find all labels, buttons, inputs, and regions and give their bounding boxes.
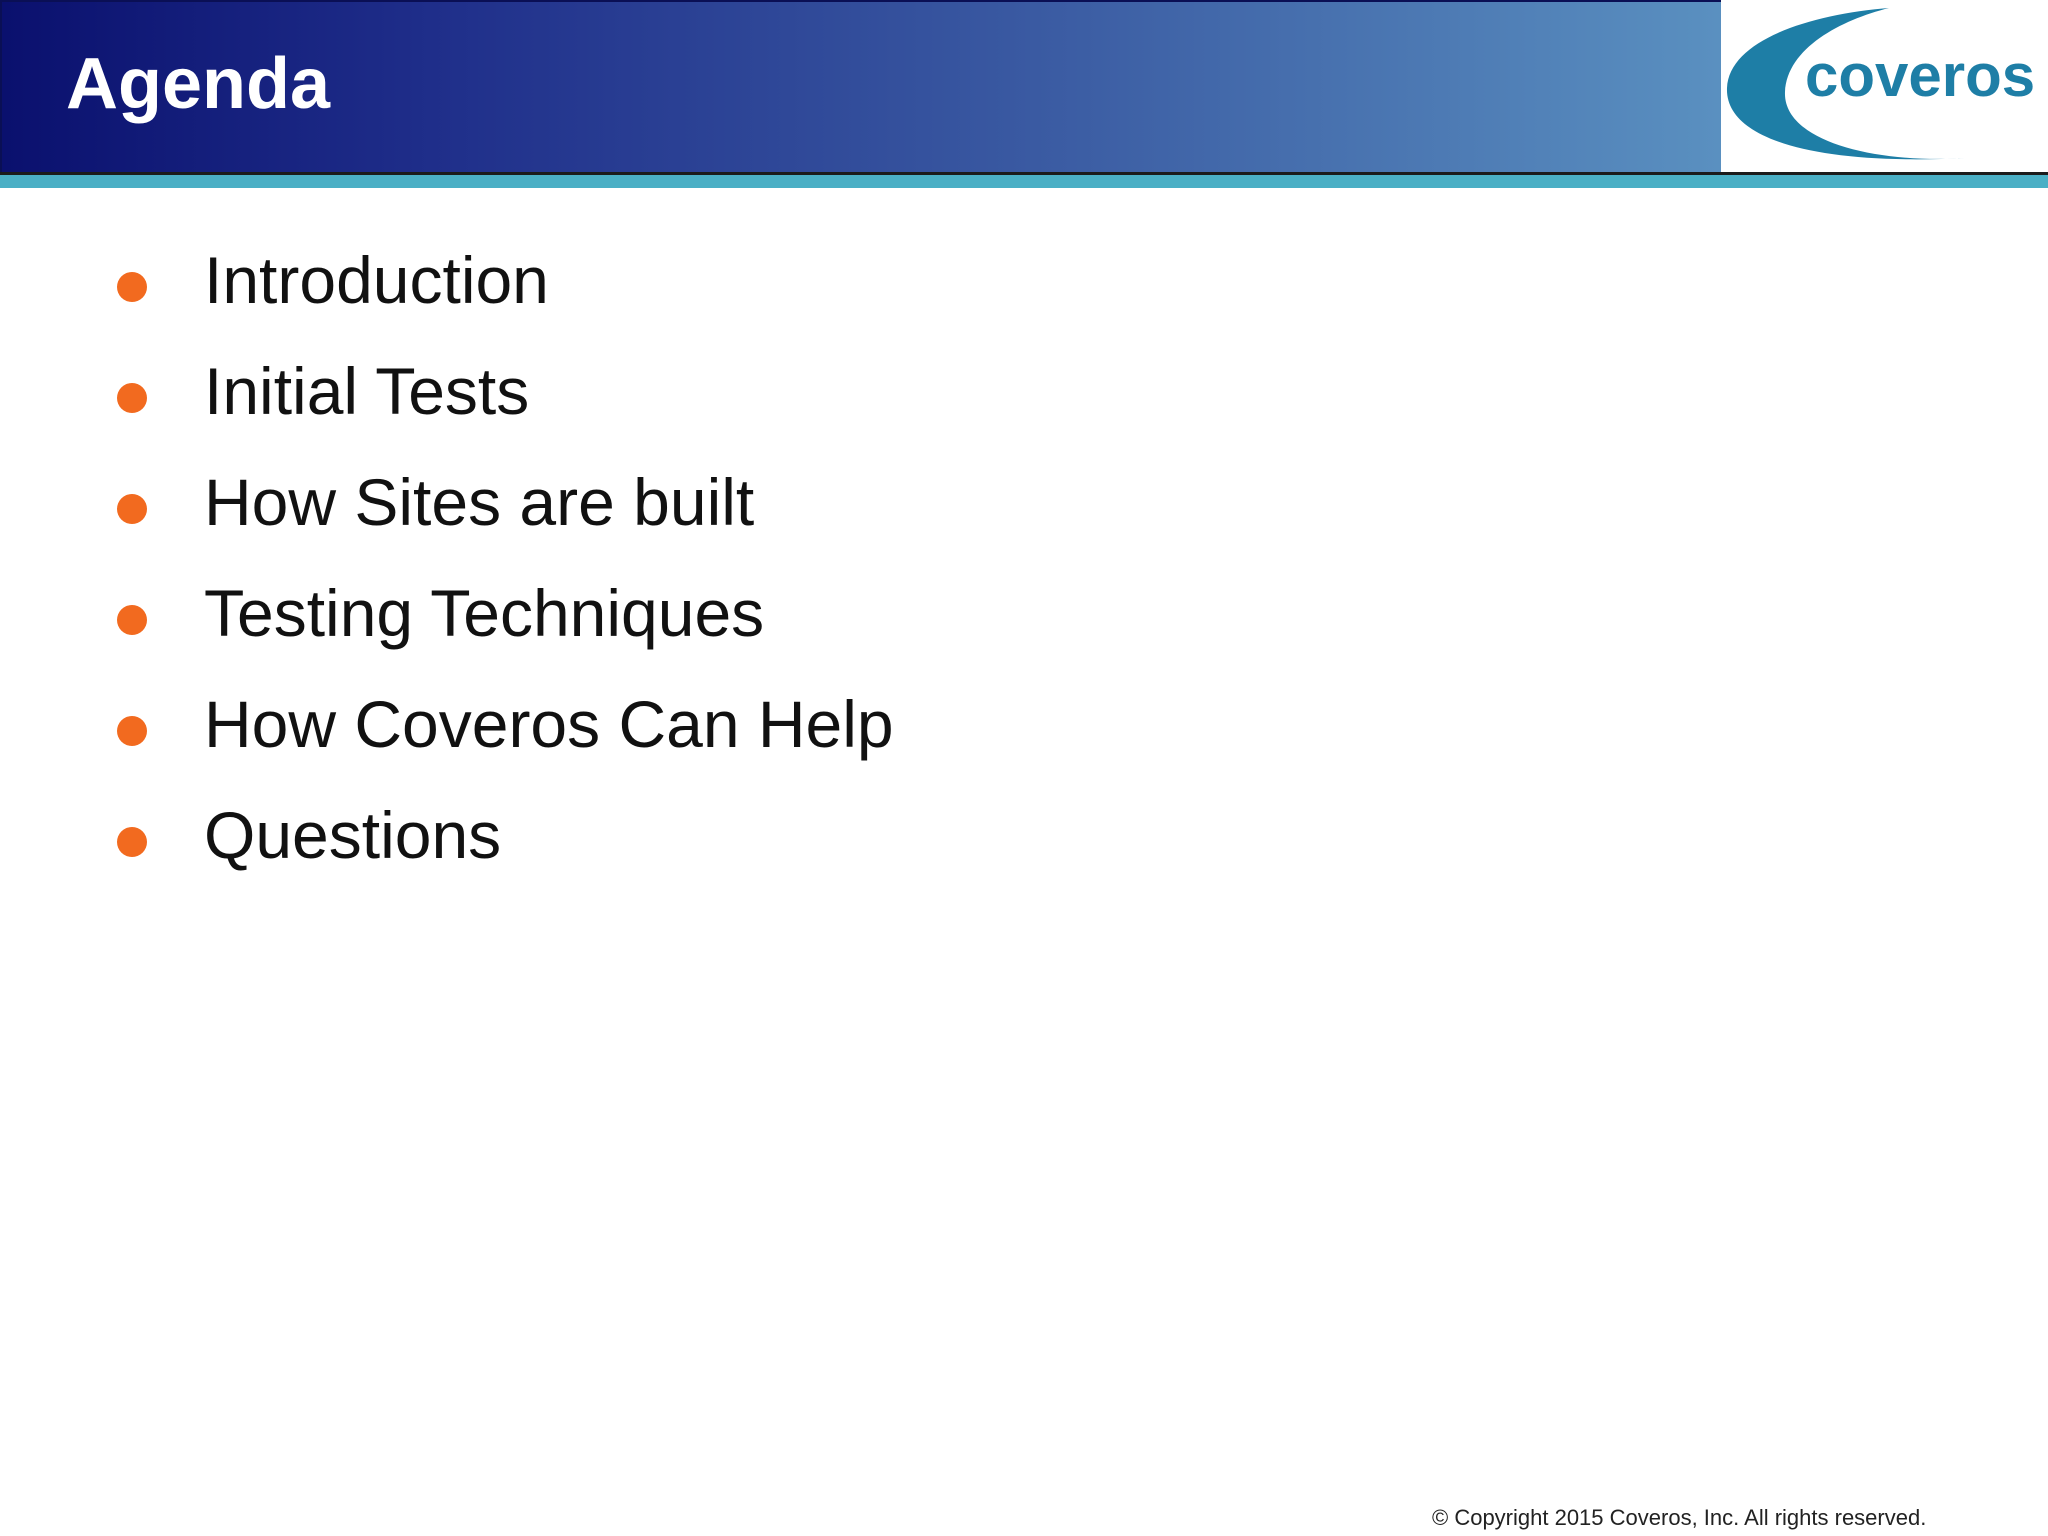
agenda-item-label: Questions bbox=[204, 798, 502, 872]
logo-wordmark: coveros bbox=[1805, 42, 2036, 109]
agenda-item-label: Initial Tests bbox=[204, 354, 530, 428]
agenda-item-label: Testing Techniques bbox=[204, 576, 765, 650]
copyright-footer: © Copyright 2015 Coveros, Inc. All rights reserved. bbox=[1432, 1505, 1927, 1530]
bullet-dot-icon bbox=[117, 272, 147, 302]
bullet-dot-icon bbox=[117, 494, 147, 524]
bullet-dot-icon bbox=[117, 827, 147, 857]
agenda-item-label: How Coveros Can Help bbox=[204, 687, 894, 761]
agenda-item-label: How Sites are built bbox=[204, 465, 755, 539]
coveros-logo bbox=[1721, 0, 2048, 172]
bullet-dot-icon bbox=[117, 716, 147, 746]
bullet-dot-icon bbox=[117, 383, 147, 413]
slide-header bbox=[0, 0, 1721, 172]
accent-bar bbox=[0, 175, 2048, 188]
bullet-dot-icon bbox=[117, 605, 147, 635]
agenda-item-label: Introduction bbox=[204, 243, 549, 317]
slide-title: Agenda bbox=[66, 44, 331, 124]
